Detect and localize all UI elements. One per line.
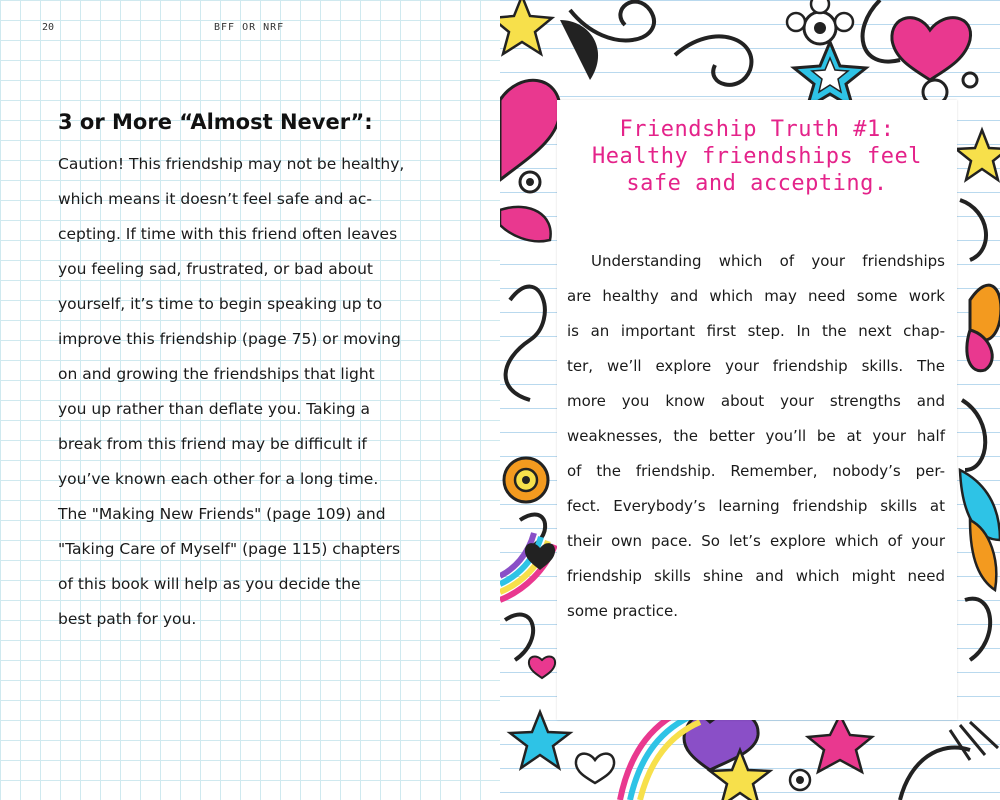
running-head — [0, 22, 500, 38]
book-title: BFF OR NRF — [214, 22, 285, 33]
page-number: 20 — [42, 22, 55, 33]
flower-icon — [787, 0, 853, 44]
body-line: you feeling sad, frustrated, or bad about — [58, 260, 373, 278]
body-line: which means it doesn’t feel safe and ac- — [58, 190, 372, 208]
callout-title — [557, 116, 957, 197]
body-line: cepting. If time with this friend often leaves — [58, 225, 398, 243]
star-icon — [794, 42, 866, 108]
body-line: on and growing the friendships that light — [58, 365, 375, 383]
body-line: yourself, it’s time to begin speaking up to — [58, 295, 383, 313]
body-line: friendship skills shine and which might need — [567, 567, 945, 585]
callout-title-line: safe and accepting. — [626, 171, 888, 196]
body-line: "Taking Care of Myself" (page 115) chapters — [58, 540, 401, 558]
body-line: improve this friendship (page 75) or moving — [58, 330, 401, 348]
leaf-icon — [960, 470, 1000, 590]
star-icon — [956, 130, 1000, 180]
friendship-truth-callout — [557, 100, 957, 720]
callout-title-line: Healthy friendships feel — [592, 144, 922, 169]
body-line: break from this friend may be difficult if — [58, 435, 367, 453]
body-line: you up rather than deflate you. Taking a — [58, 400, 371, 418]
body-line: fect. Everybody’s learning friendship skills at — [567, 497, 945, 515]
callout-body — [567, 244, 945, 629]
body-line: of the friendship. Remember, nobody’s per- — [567, 462, 945, 480]
body-line: some practice. — [567, 602, 679, 620]
section-body — [58, 147, 478, 637]
body-line: Caution! This friendship may not be healthy, — [58, 155, 405, 173]
section-heading: 3 or More “Almost Never”: — [58, 110, 373, 134]
callout-title-line: Friendship Truth #1: — [619, 117, 895, 142]
body-line: The "Making New Friends" (page 109) and — [58, 505, 386, 523]
body-line: you’ve known each other for a long time. — [58, 470, 379, 488]
body-line: weaknesses, the better you’ll be at your half — [567, 427, 945, 445]
star-icon — [500, 0, 552, 54]
body-line: are healthy and which may need some work — [567, 287, 945, 305]
body-line: best path for you. — [58, 610, 197, 628]
right-page — [500, 0, 1000, 800]
swirl-icon — [960, 200, 990, 660]
body-line: more you know about your strengths and — [567, 392, 945, 410]
body-line: their own pace. So let’s explore which of your — [567, 532, 945, 550]
body-line: of this book will help as you decide the — [58, 575, 361, 593]
rainbow-icon — [500, 533, 555, 600]
body-line: is an important first step. In the next chap- — [567, 322, 945, 340]
butterfly-icon — [967, 285, 1000, 371]
body-line: Understanding which of your friendships — [591, 252, 945, 270]
flower-icon — [504, 458, 548, 502]
body-line: ter, we’ll explore your friendship skills. The — [567, 357, 945, 375]
